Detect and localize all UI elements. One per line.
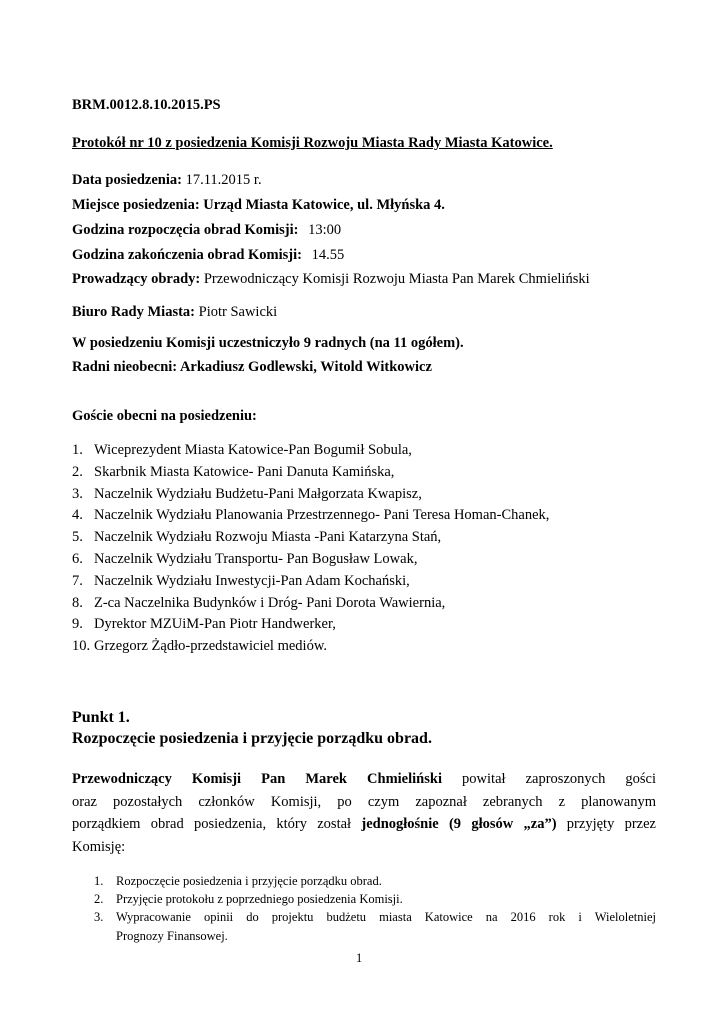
point1-heading-title: Rozpoczęcie posiedzenia i przyjęcie porządku obrad. — [72, 730, 432, 747]
guests-list — [72, 440, 549, 658]
list-item — [72, 505, 549, 527]
meta-date — [72, 171, 262, 189]
meta-place — [72, 196, 445, 214]
meta-absent: Radni nieobecni: Arkadiusz Godlewski, Witold Witkowicz — [72, 359, 432, 375]
list-item-text: Wypracowanie opinii do projektu budżetu miasta Katowice na 2016 rok i Wieloletniej — [116, 910, 656, 925]
list-item-number: 7. — [72, 572, 83, 589]
list-item — [72, 593, 549, 615]
list-item-text: Naczelnik Wydziału Rozwoju Miasta -Pani Katarzyna Stań, — [94, 529, 442, 546]
paragraph-text: powitał zaproszonych gości — [441, 771, 656, 787]
list-item-number: 3. — [94, 910, 104, 925]
list-item — [72, 571, 549, 593]
list-item-number: 2. — [72, 463, 83, 480]
meta-end-label: Godzina zakończenia obrad Komisji: — [72, 247, 302, 263]
list-item-text: Naczelnik Wydziału Transportu- Pan Bogusław Lowak, — [94, 550, 418, 567]
list-item-text: Naczelnik Wydziału Inwestycji-Pan Adam Kochański, — [94, 572, 410, 589]
paragraph-text: przyjęty przez — [556, 816, 656, 832]
meta-place-label: Miejsce posiedzenia: — [72, 197, 200, 213]
paragraph-line — [72, 768, 656, 791]
paragraph-line: oraz pozostałych członków Komisji, po czym zapoznał zebranych z planowanym — [72, 793, 656, 810]
list-item-number: 5. — [72, 529, 83, 546]
list-item-text-continued: Prognozy Finansowej. — [116, 928, 228, 943]
chair-name: Przewodniczący Komisji Pan Marek Chmieliński — [72, 771, 442, 787]
meta-chair-value: Przewodniczący Komisji Rozwoju Miasta Pan Marek Chmieliński — [203, 271, 590, 287]
list-item-number: 1. — [72, 442, 83, 458]
paragraph-line: Komisję: — [72, 838, 126, 855]
list-item-text: Rozpoczęcie posiedzenia i przyjęcie porządku obrad. — [116, 874, 382, 888]
list-item-number: 6. — [72, 550, 83, 567]
agenda-list — [94, 872, 656, 945]
list-item-text: Naczelnik Wydziału Planowania Przestrzennego- Pani Teresa Homan-Chanek, — [94, 507, 550, 524]
list-item — [72, 527, 549, 549]
meta-office — [72, 303, 277, 321]
list-item-number: 1. — [94, 874, 104, 888]
list-item — [72, 484, 549, 506]
meta-office-value: Piotr Sawicki — [198, 304, 278, 320]
point1-paragraph — [72, 768, 656, 858]
guests-heading: Goście obecni na posiedzeniu: — [72, 408, 257, 424]
page-number: 1 — [356, 951, 363, 965]
vote-result: jednogłośnie (9 głosów „za”) — [361, 816, 557, 832]
list-item-number: 2. — [94, 892, 104, 907]
list-item-number: 3. — [72, 485, 83, 502]
meta-date-label: Data posiedzenia: — [72, 172, 182, 188]
list-item-text: Przyjęcie protokołu z poprzedniego posiedzenia Komisji. — [116, 892, 403, 907]
list-item-text: Z-ca Naczelnika Budynków i Dróg- Pani Dorota Wawiernia, — [94, 594, 446, 611]
list-item-text: Dyrektor MZUiM-Pan Piotr Handwerker, — [94, 616, 336, 633]
list-item — [72, 549, 549, 571]
meta-date-value: 17.11.2015 r. — [185, 172, 262, 188]
list-item-text: Wiceprezydent Miasta Katowice-Pan Bogumił Sobula, — [94, 442, 412, 458]
meta-end-time — [72, 246, 344, 264]
meta-end-value: 14.55 — [311, 247, 345, 263]
document-title: Protokół nr 10 z posiedzenia Komisji Rozwoju Miasta Rady Miasta Katowice. — [72, 135, 553, 151]
list-item-number: 10. — [72, 638, 91, 655]
paragraph-line — [72, 813, 656, 836]
point1-heading-number: Punkt 1. — [72, 709, 130, 726]
meta-office-label: Biuro Rady Miasta: — [72, 304, 195, 320]
reference-number: BRM.0012.8.10.2015.PS — [72, 97, 221, 113]
list-item — [72, 462, 549, 484]
meta-place-value: Urząd Miasta Katowice, ul. Młyńska 4. — [203, 197, 445, 213]
paragraph-text: porządkiem obrad posiedzenia, który został — [72, 816, 362, 832]
list-item — [94, 872, 656, 890]
meta-chair — [72, 270, 590, 288]
list-item — [72, 636, 549, 658]
list-item-text: Skarbnik Miasta Katowice- Pani Danuta Kamińska, — [94, 463, 395, 480]
list-item-text: Naczelnik Wydziału Budżetu-Pani Małgorzata Kwapisz, — [94, 485, 422, 502]
list-item — [94, 890, 656, 908]
list-item-number: 8. — [72, 594, 83, 611]
meta-start-value: 13:00 — [308, 222, 342, 238]
meta-start-time — [72, 221, 341, 239]
list-item-text: Grzegorz Żądło-przedstawiciel mediów. — [94, 638, 327, 655]
list-item-number: 9. — [72, 616, 83, 633]
list-item — [94, 908, 656, 944]
meta-start-label: Godzina rozpoczęcia obrad Komisji: — [72, 222, 299, 238]
list-item — [72, 440, 549, 462]
meta-chair-label: Prowadzący obrady: — [72, 271, 201, 287]
list-item — [72, 614, 549, 636]
list-item-number: 4. — [72, 507, 83, 524]
meta-attendance: W posiedzeniu Komisji uczestniczyło 9 radnych (na 11 ogółem). — [72, 335, 464, 351]
